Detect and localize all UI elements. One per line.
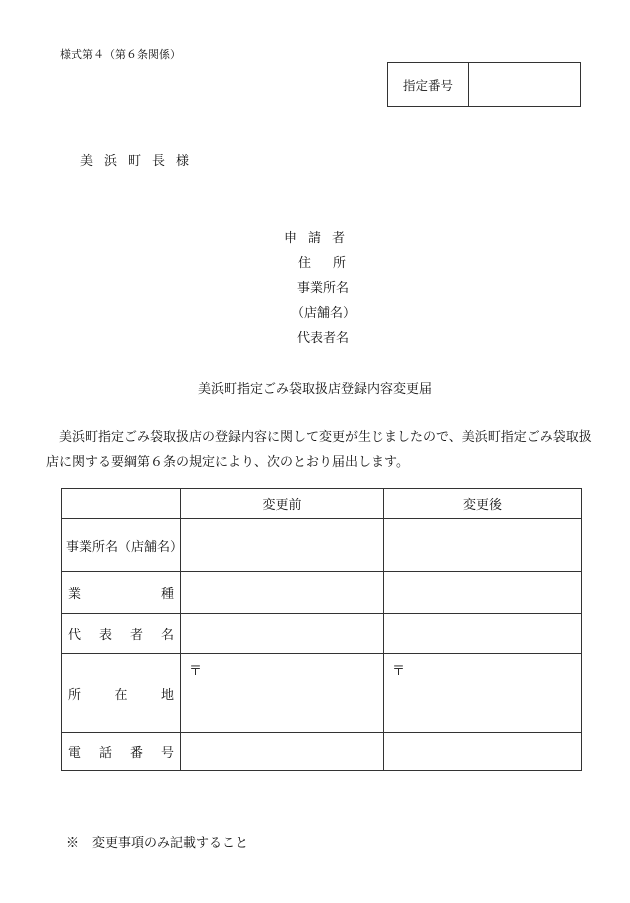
phone-before-cell[interactable]	[181, 733, 384, 771]
industry-before-cell[interactable]	[181, 572, 384, 614]
location-before-cell[interactable]	[181, 654, 384, 733]
table-row	[62, 519, 582, 572]
document-title: 美浜町指定ごみ袋取扱店登録内容変更届	[197, 382, 432, 397]
label-char: 名	[160, 628, 174, 643]
header-before: 変更前	[181, 489, 384, 519]
header-after: 変更後	[384, 489, 582, 519]
applicant-representative-label: 代表者名	[297, 331, 350, 346]
row-label-cell-phone	[62, 733, 181, 771]
applicant-business-label: 事業所名	[297, 281, 350, 296]
label-char: 代	[68, 628, 82, 643]
row-label-representative	[68, 624, 174, 643]
phone-after-cell[interactable]	[384, 733, 582, 771]
designation-number-field[interactable]	[469, 63, 580, 106]
header-blank	[62, 489, 181, 519]
label-char: 番	[129, 746, 143, 761]
change-table	[61, 488, 582, 771]
row-label-cell-representative	[62, 614, 181, 654]
table-row	[62, 654, 582, 733]
applicant-address-label: 住所	[298, 256, 369, 271]
row-label-business-name: 事業所名（店舗名）	[62, 519, 181, 572]
label-char: 所	[68, 687, 82, 703]
label-char: 者	[129, 628, 143, 643]
business-name-before-cell[interactable]	[181, 519, 384, 572]
designation-number-box	[387, 62, 581, 107]
body-paragraph: 美浜町指定ごみ袋取扱店の登録内容に関して変更が生じましたので、美浜町指定ごみ袋取扱店に関する要綱第６条の規定により、次のとおり届出します。	[46, 430, 592, 470]
row-label-phone	[68, 742, 174, 761]
label-char: 業	[68, 587, 82, 602]
row-label-industry	[68, 583, 174, 602]
table-row	[62, 572, 582, 614]
label-char: 電	[68, 746, 82, 761]
applicant-shop-label: （店舗名）	[291, 306, 357, 321]
label-char: 表	[98, 628, 112, 643]
row-label-cell-industry	[62, 572, 181, 614]
table-header-row	[62, 489, 582, 519]
postal-mark-after: 〒	[392, 664, 406, 679]
postal-mark-before: 〒	[189, 664, 203, 679]
label-char: 地	[160, 687, 174, 703]
row-label-location	[68, 684, 174, 703]
table-row	[62, 733, 582, 771]
designation-number-label: 指定番号	[388, 63, 469, 106]
business-name-after-cell[interactable]	[384, 519, 582, 572]
label-char: 種	[160, 587, 174, 602]
industry-after-cell[interactable]	[384, 572, 582, 614]
applicant-label: 申請者	[284, 231, 357, 246]
label-char: 話	[98, 746, 112, 761]
label-char: 号	[160, 746, 174, 761]
addressee: 美浜町長様	[80, 154, 201, 169]
table-row	[62, 614, 582, 654]
representative-after-cell[interactable]	[384, 614, 582, 654]
footnote: ※ 変更事項のみ記載すること	[66, 836, 249, 851]
row-label-cell-location	[62, 654, 181, 733]
location-after-cell[interactable]	[384, 654, 582, 733]
label-char: 在	[114, 687, 128, 703]
representative-before-cell[interactable]	[181, 614, 384, 654]
form-number-label: 様式第４（第６条関係）	[60, 48, 181, 61]
